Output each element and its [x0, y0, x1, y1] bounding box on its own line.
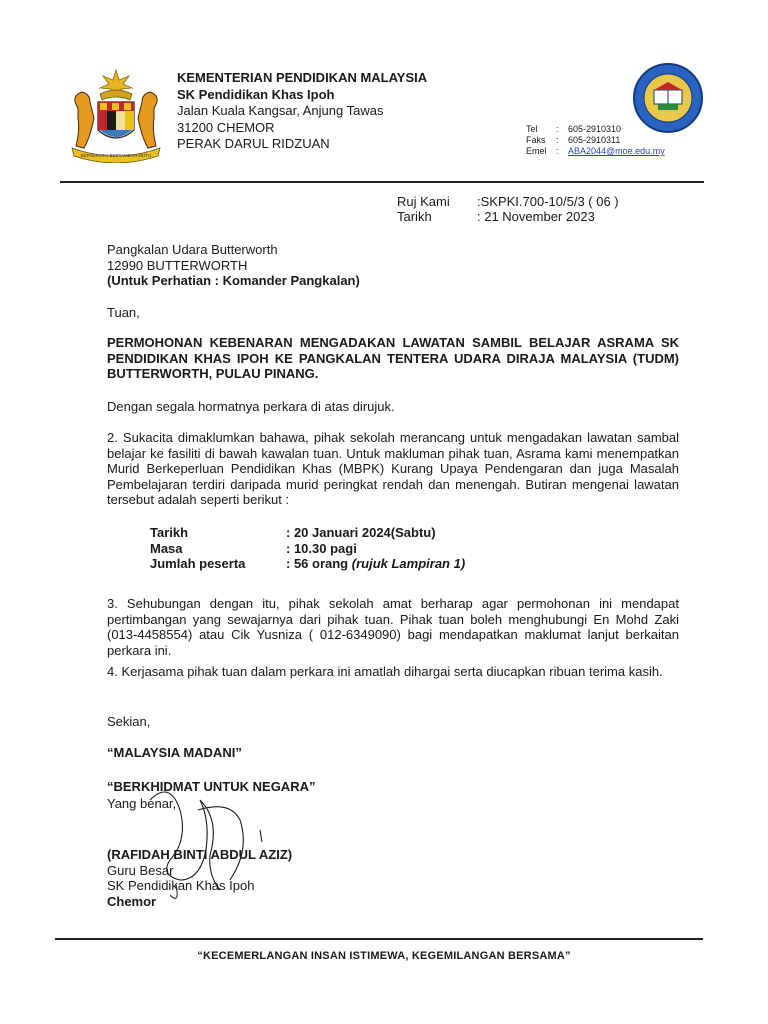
contact-block [526, 124, 665, 157]
address-line: Jalan Kuala Kangsar, Anjung Tawas [177, 103, 384, 118]
ministry-name: KEMENTERIAN PENDIDIKAN MALAYSIA [177, 70, 428, 85]
signatory-block [107, 847, 679, 909]
detail-value: : 10.30 pagi [286, 540, 357, 556]
signatory-school: SK Pendidikan Khas Ipoh [107, 878, 255, 893]
separator: : [556, 135, 559, 145]
subject: PERMOHONAN KEBENARAN MENGADAKAN LAWATAN SAMBIL BELAJAR ASRAMA SK PENDIDIKAN KHAS IPOH KE PANGKALAN TENTERA UDARA DIRAJA MALAYSIA (TUDM) BUTTERWORTH, PULAU PINANG. [107, 335, 679, 381]
attention-line: (Untuk Perhatian : Komander Pangkalan) [107, 273, 360, 288]
paragraph-4: 4. Kerjasama pihak tuan dalam perkara ini amatlah dihargai serta diucapkan ribuan terima kasih. [107, 664, 663, 679]
paragraph-3: 3. Sehubungan dengan itu, pihak sekolah amat berharap agar permohonan ini mendapat pertimbangan yang sewajarnya dari pihak tuan. Pihak tuan boleh menghubungi En Mohd Zaki (013-4458554) atau Cik Yusniza ( 012-6349090) bagi mendapatkan maklumat lanjut berkaitan perkara ini. [107, 596, 679, 658]
email-link[interactable]: ABA2044@moe.edu.my [568, 146, 665, 156]
coat-of-arms-logo [60, 68, 172, 163]
detail-label: Tarikh [150, 525, 189, 540]
salutation: Tuan, [107, 305, 140, 320]
date-value: : 21 November 2023 [477, 209, 595, 224]
header-divider [60, 181, 704, 183]
visit-details [150, 525, 465, 572]
school-name: SK Pendidikan Khas Ipoh [177, 86, 335, 102]
signatory-place: Chemor [107, 893, 157, 909]
tel-label: Tel [526, 124, 538, 134]
detail-note: (rujuk Lampiran 1) [351, 556, 466, 571]
footer-divider [55, 938, 703, 940]
signatory-name: (RAFIDAH BINTI ABDUL AZIZ) [107, 847, 293, 862]
recipient-block [107, 242, 679, 289]
recipient-line: 12990 BUTTERWORTH [107, 257, 248, 273]
yang-benar: Yang benar, [107, 796, 177, 811]
separator: : [556, 124, 559, 134]
closing-sekian: Sekian, [107, 714, 151, 729]
tel-value: 605-2910310 [568, 124, 622, 134]
fax-label: Faks [526, 135, 546, 145]
reference-block [397, 194, 619, 224]
email-label: Emel [526, 146, 547, 156]
detail-value: : 56 orang [286, 556, 352, 571]
paragraph-2: 2. Sukacita dimaklumkan bahawa, pihak sekolah merancang untuk mengadakan lawatan sambal belajar ke fasiliti di bawah kawalan tuan. Untuk makluman pihak tuan, Asrama kami menempatkan Murid Berkeperluan Pendidikan Khas (MBPK) Kurang Upaya Pendengaran dan juga Masalah Pembelajaran terdiri daripada murid peringkat rendah dan menengah. Butiran mengenai lawatan tersebut adalah seperti berikut : [107, 430, 679, 507]
motto-madani: “MALAYSIA MADANI” [107, 745, 242, 760]
detail-value: : 20 Januari 2024(Sabtu) [286, 525, 436, 540]
svg-text:BERSEKUTU BERTAMBAH MUTU: BERSEKUTU BERTAMBAH MUTU [80, 153, 152, 158]
detail-label: Jumlah peserta [150, 556, 246, 571]
ref-label: Ruj Kami [397, 194, 450, 209]
date-label: Tarikh [397, 209, 432, 224]
motto-berkhidmat: “BERKHIDMAT UNTUK NEGARA” [107, 779, 316, 794]
signatory-title: Guru Besar [107, 862, 174, 878]
detail-label: Masa [150, 540, 183, 556]
fax-value: 605-2910311 [568, 135, 621, 145]
address-line: PERAK DARUL RIDZUAN [177, 136, 330, 151]
separator: : [556, 146, 559, 156]
letterhead [177, 70, 427, 153]
recipient-line: Pangkalan Udara Butterworth [107, 242, 278, 257]
intro-paragraph: Dengan segala hormatnya perkara di atas dirujuk. [107, 399, 395, 414]
footer-motto: “KECEMERLANGAN INSAN ISTIMEWA, KEGEMILANGAN BERSAMA” [197, 950, 571, 962]
ref-value: :SKPKI.700-10/5/3 ( 06 ) [477, 194, 619, 209]
address-line: 31200 CHEMOR [177, 119, 275, 135]
